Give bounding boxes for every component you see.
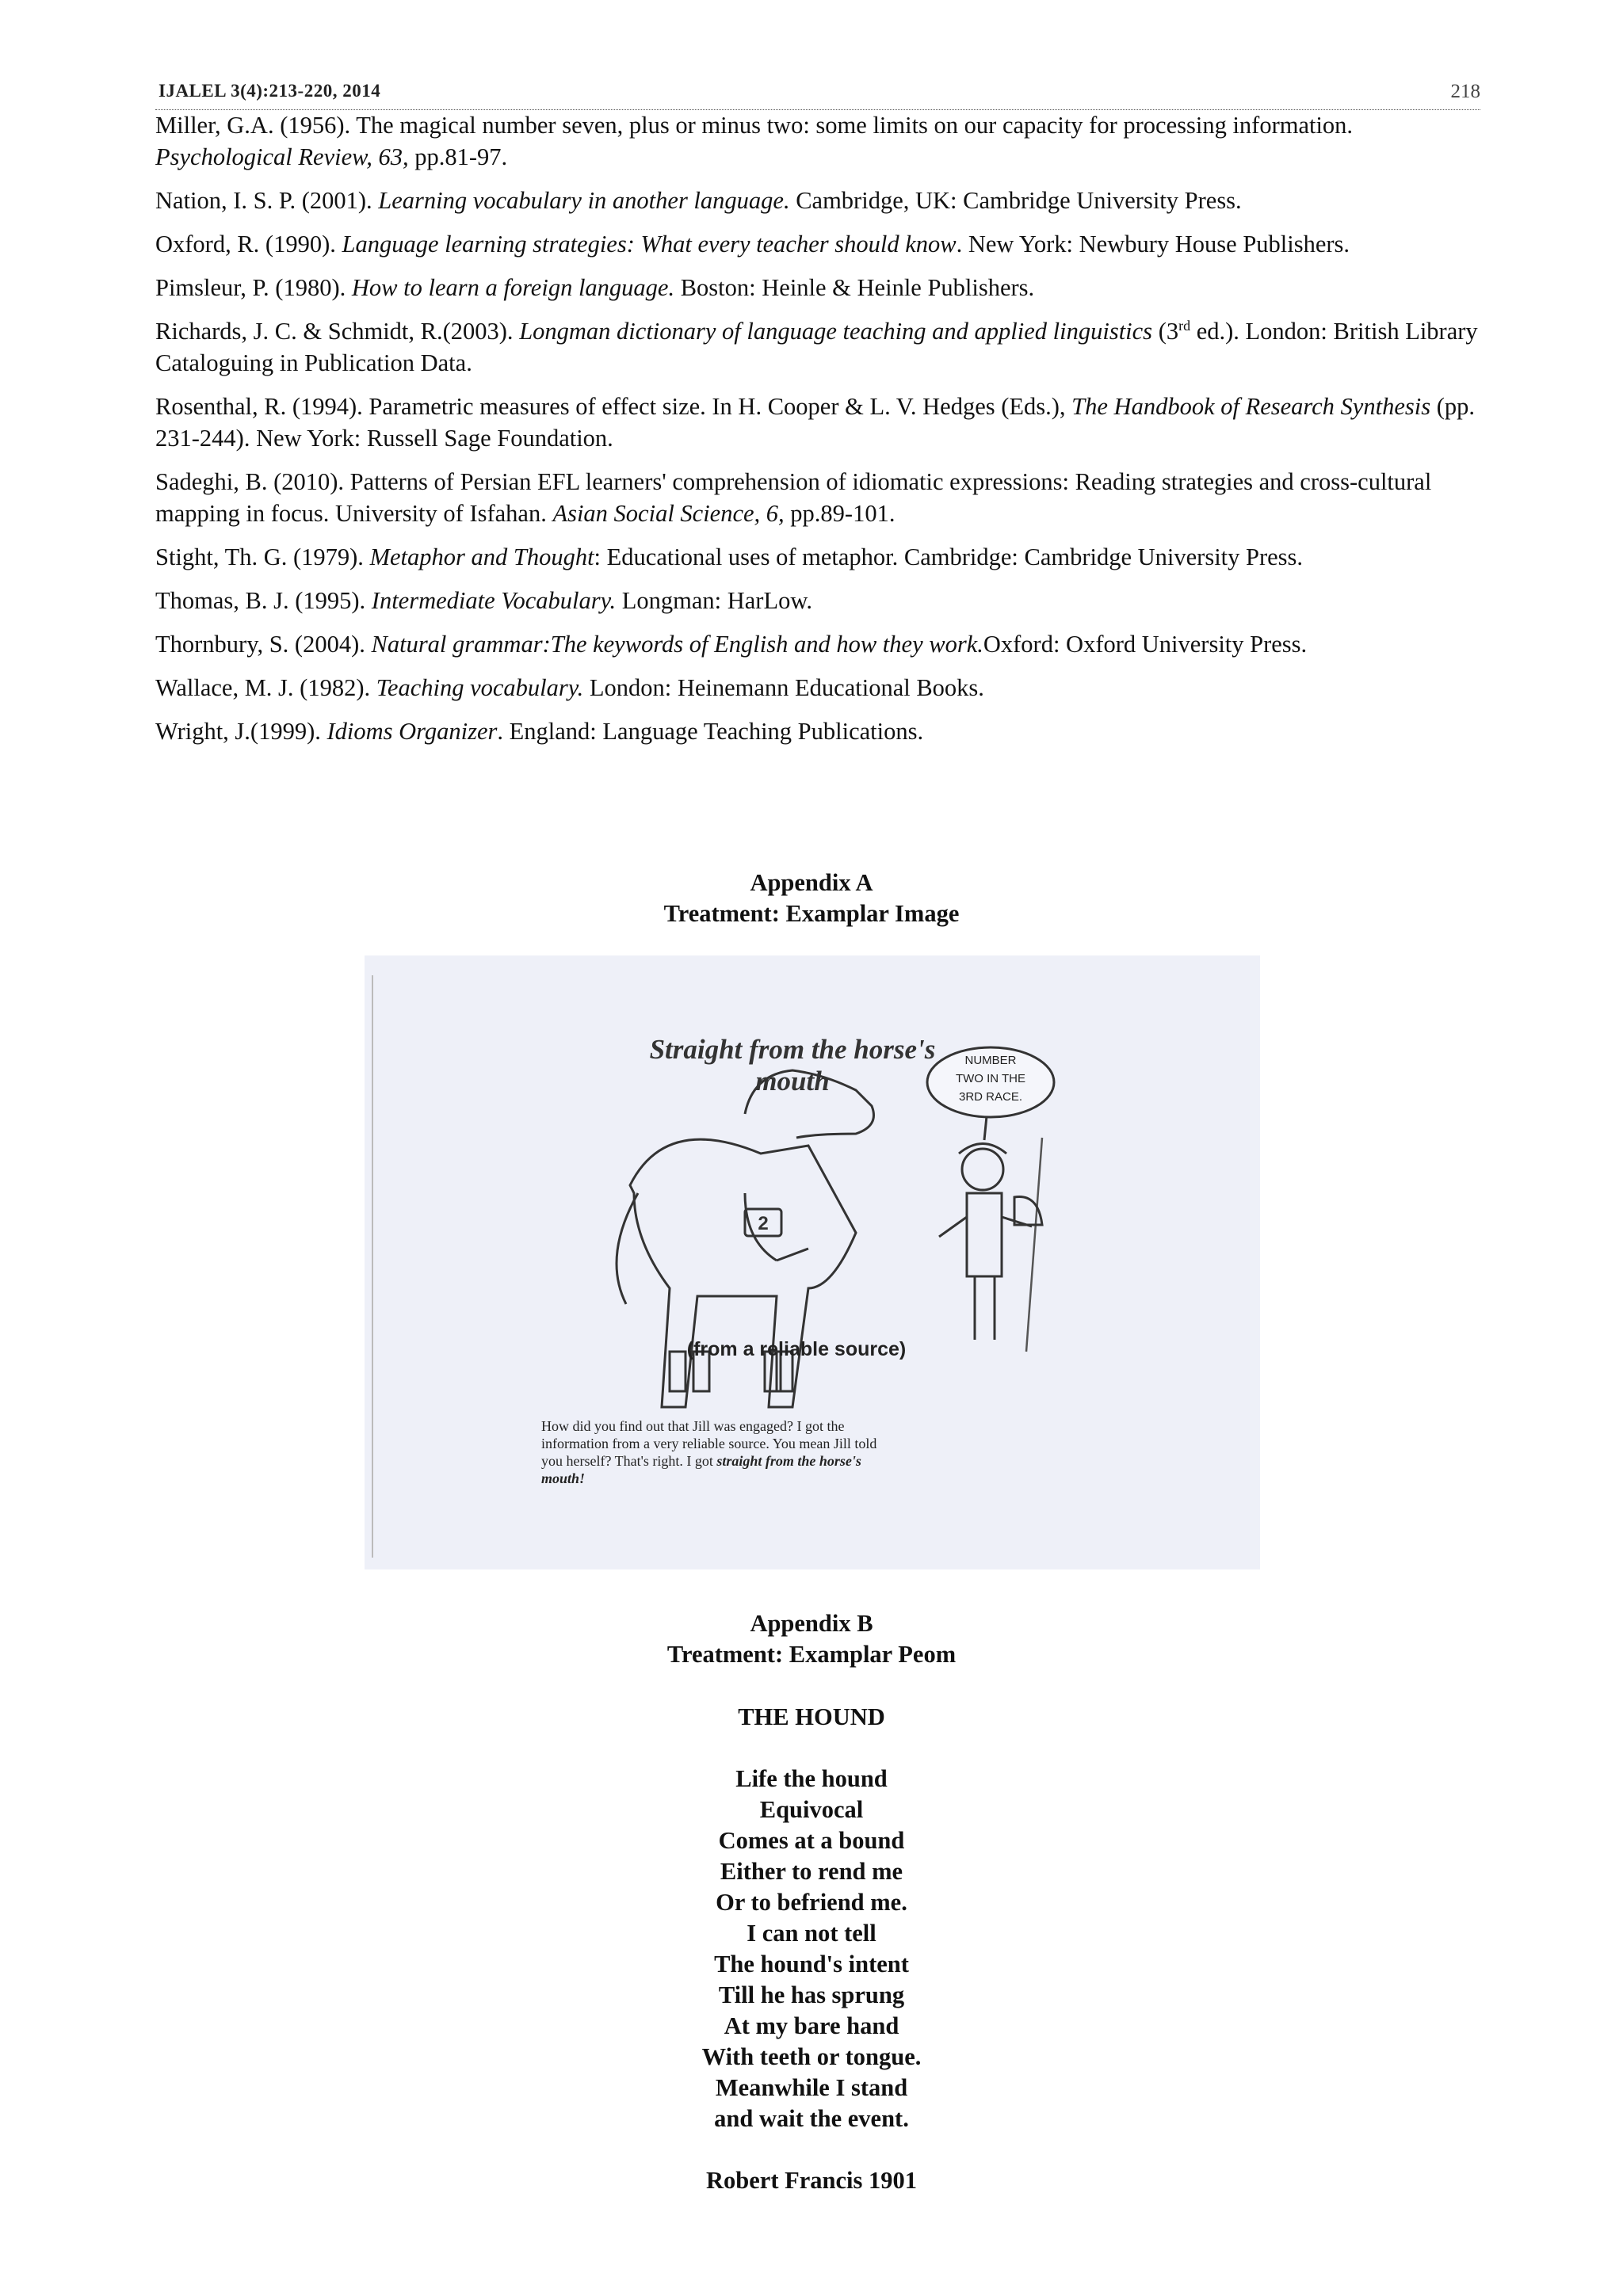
running-header: [155, 78, 1480, 110]
poem-author: Robert Francis 1901: [706, 2167, 917, 2194]
cartoon-drawing: [365, 955, 1260, 1569]
reference-entry: Miller, G.A. (1956). The magical number seven, plus or minus two: some limits on our capacity for processing information. Psychological Review, 63, pp.81-97.: [155, 112, 1354, 170]
dialogue-line-2: information from a very reliable source. You mean Jill told: [541, 1436, 877, 1451]
reference-entry: Wright, J.(1999). Idioms Organizer. England: Language Teaching Publications.: [155, 718, 924, 745]
poem-line: Life the hound: [735, 1765, 888, 1792]
jockey-drawing: [939, 1144, 1042, 1341]
poem-line: and wait the event.: [714, 2105, 909, 2132]
appendix-a-subtitle: Treatment: Examplar Image: [663, 900, 960, 927]
reference-entry: Rosenthal, R. (1994). Parametric measures of effect size. In H. Cooper & L. V. Hedges (Eds.), The Handbook of Research Synthesis (pp. 231-244). New York: Russell Sage Foundation.: [155, 393, 1475, 452]
dialogue-line-4: mouth!: [541, 1470, 586, 1486]
speech-text-line1: NUMBER: [964, 1054, 1017, 1067]
reference-entry: Stight, Th. G. (1979). Metaphor and Thought: Educational uses of metaphor. Cambridge: Cambridge University Press.: [155, 543, 1304, 570]
speech-bubble: [927, 1047, 1054, 1140]
poem-line: The hound's intent: [714, 1951, 909, 1978]
poem: [0, 1702, 1623, 2196]
poem-line: With teeth or tongue.: [701, 2043, 922, 2070]
reference-entry: Pimsleur, P. (1980). How to learn a foreign language. Boston: Heinle & Heinle Publishers.: [155, 274, 1035, 301]
speech-text-line2: TWO IN THE: [955, 1072, 1026, 1085]
saddle-number: 2: [758, 1213, 769, 1234]
appendix-a-title: Appendix A: [750, 869, 873, 896]
reference-entry: Nation, I. S. P. (2001). Learning vocabulary in another language. Cambridge, UK: Cambridge University Press.: [155, 187, 1242, 214]
appendix-b-heading: [0, 1608, 1623, 1670]
poem-title: THE HOUND: [738, 1703, 885, 1730]
speech-text-line3: 3RD RACE.: [958, 1090, 1023, 1104]
reference-entry: Richards, J. C. & Schmidt, R.(2003). Longman dictionary of language teaching and applied linguistics (3rd ed.). London: British Library Cataloguing in Publication Data.: [155, 317, 1478, 376]
reference-entry: Thornbury, S. (2004). Natural grammar:The keywords of English and how they work.Oxford: Oxford University Press.: [155, 631, 1308, 658]
poem-line: Equivocal: [759, 1796, 864, 1823]
dialogue-line-1: How did you find out that Jill was engaged? I got the: [541, 1418, 845, 1434]
reference-entry: Thomas, B. J. (1995). Intermediate Vocabulary. Longman: HarLow.: [155, 587, 813, 614]
appendix-a-heading: [0, 868, 1623, 929]
poem-line: Either to rend me: [720, 1858, 903, 1885]
exemplar-image: [365, 955, 1260, 1569]
appendix-b-title: Appendix B: [750, 1610, 873, 1637]
image-caption: (from a reliable source): [686, 1338, 907, 1360]
poem-line: I can not tell: [747, 1920, 876, 1947]
reference-entry: Wallace, M. J. (1982). Teaching vocabulary. London: Heinemann Educational Books.: [155, 674, 984, 701]
poem-line: Meanwhile I stand: [715, 2074, 908, 2101]
appendix-b-subtitle: Treatment: Examplar Peom: [666, 1641, 957, 1668]
reference-list: [155, 109, 1495, 759]
reference-entry: Oxford, R. (1990). Language learning strategies: What every teacher should know. New York: Newbury House Publishers.: [155, 231, 1350, 257]
poem-line: Till he has sprung: [718, 1981, 905, 2008]
poem-line: Comes at a bound: [718, 1827, 905, 1854]
poem-line: Or to befriend me.: [716, 1889, 907, 1916]
dialogue-line-3: you herself? That's right. I got straight from the horse's: [541, 1453, 861, 1469]
image-title-line2: mouth: [755, 1066, 830, 1097]
image-title-line1: Straight from the horse's: [649, 1034, 936, 1065]
page-number: 218: [1450, 81, 1480, 102]
reference-entry: Sadeghi, B. (2010). Patterns of Persian EFL learners' comprehension of idiomatic expressions: Reading strategies and cross-cultural mapping in focus. University of Isfahan. Asian Social Science, 6, pp.89-101.: [155, 468, 1432, 527]
poem-line: At my bare hand: [724, 2012, 899, 2039]
journal-citation: IJALEL 3(4):213-220, 2014: [158, 81, 381, 101]
